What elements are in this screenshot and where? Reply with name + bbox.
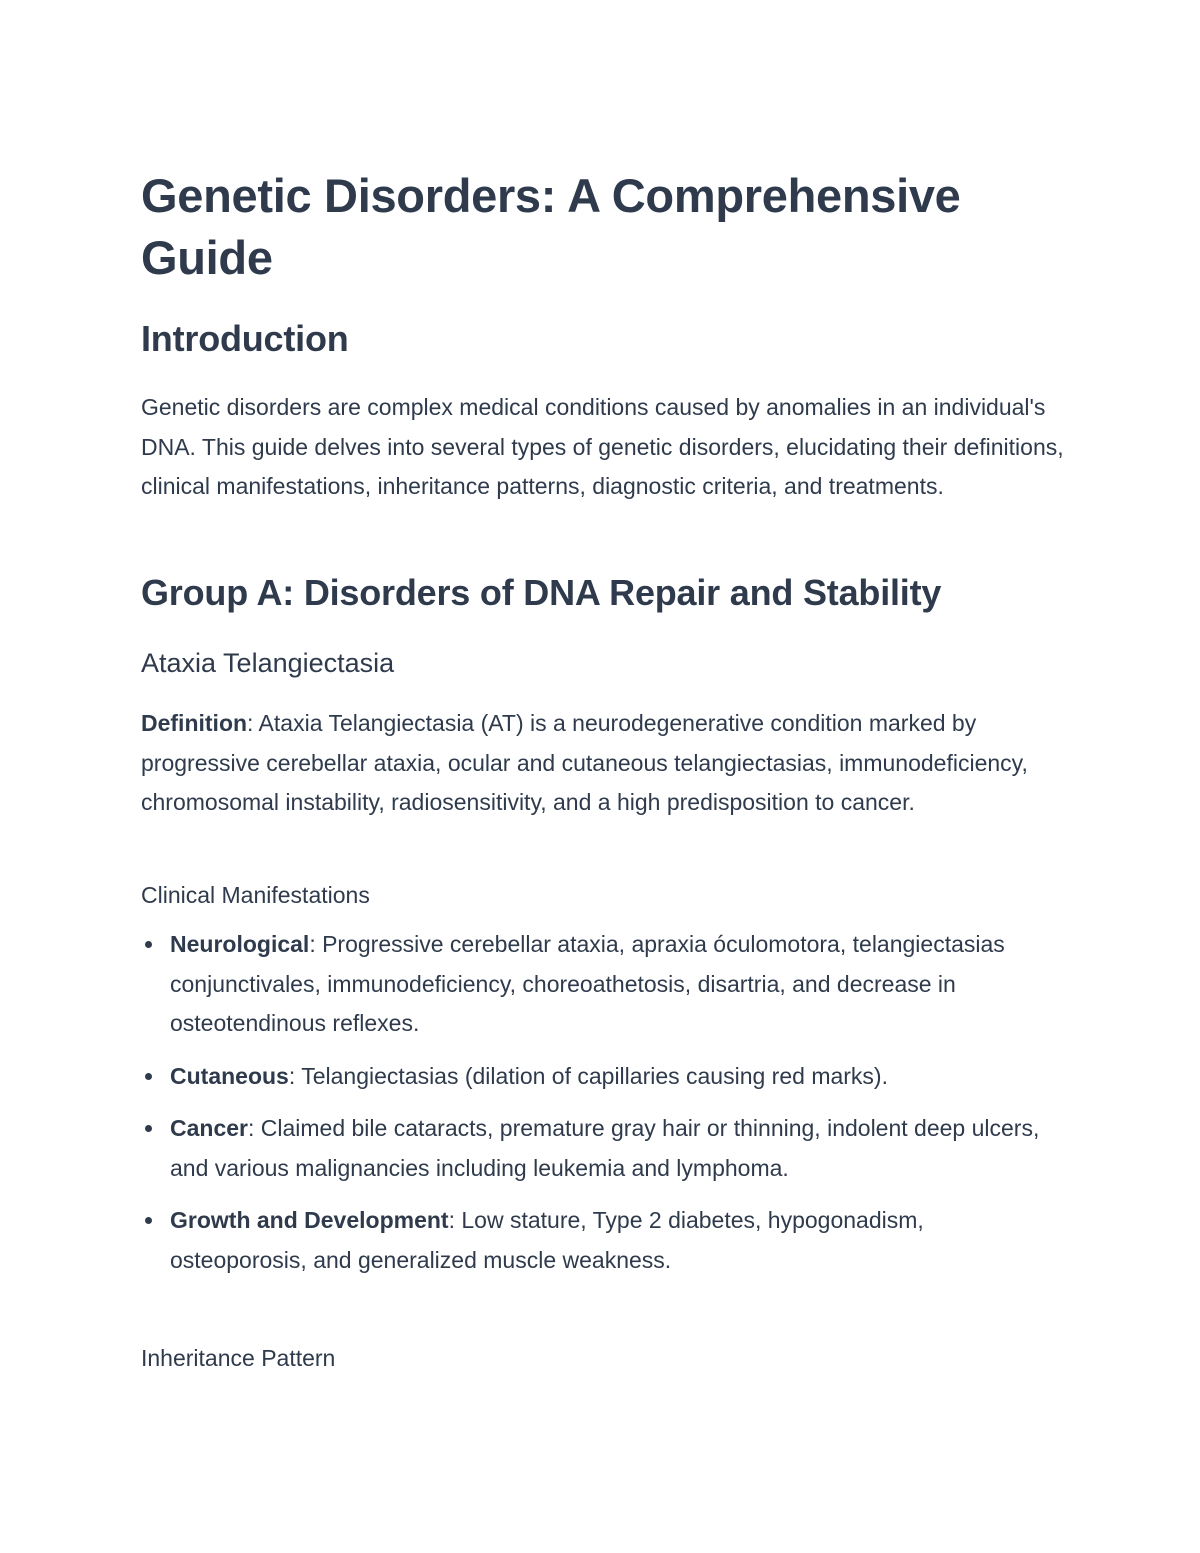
bullet-icon	[145, 941, 152, 948]
manifestation-text: : Telangiectasias (dilation of capillaries causing red marks).	[288, 1062, 888, 1089]
manifestation-text: : Progressive cerebellar ataxia, apraxia óculomotora, telangiectasias conjunctivales, immunodeficiency, choreoathetosis, disartria, and decrease in osteotendinous reflexes.	[170, 931, 1005, 1036]
clinical-manifestations-heading: Clinical Manifestations	[141, 882, 370, 908]
manifestation-label: Cutaneous	[170, 1062, 289, 1089]
document-title: Genetic Disorders: A Comprehensive Guide	[141, 169, 961, 284]
manifestation-label: Growth and Development	[170, 1207, 449, 1233]
definition-text: : Ataxia Telangiectasia (AT) is a neurodegenerative condition marked by progressive cerebellar ataxia, ocular and cutaneous telangiectasias, immunodeficiency, chromosomal instability, radiosensitivity, and a high predisposition to cancer.	[141, 710, 1028, 815]
inheritance-pattern-heading: Inheritance Pattern	[141, 1345, 336, 1371]
introduction-paragraph: Genetic disorders are complex medical conditions caused by anomalies in an individual's DNA. This guide delves into several types of genetic disorders, elucidating their definitions, clinical manifestations, inheritance patterns, diagnostic criteria, and treatments.	[141, 394, 1064, 499]
bullet-icon	[145, 1217, 152, 1224]
bullet-icon	[145, 1073, 152, 1080]
list-item	[141, 1109, 1066, 1188]
bullet-icon	[145, 1125, 152, 1132]
disorder-name-heading: Ataxia Telangiectasia	[141, 648, 395, 678]
manifestation-text: : Low stature, Type 2 diabetes, hypogonadism, osteoporosis, and generalized muscle weakness.	[170, 1207, 924, 1273]
manifestations-list	[141, 925, 1066, 1293]
manifestation-label: Neurological	[170, 931, 310, 957]
definition-label: Definition	[141, 710, 248, 736]
manifestation-text: : Claimed bile cataracts, premature gray hair or thinning, indolent deep ulcers, and various malignancies including leukemia and lymphoma.	[170, 1115, 1040, 1181]
list-item	[141, 1201, 1066, 1280]
manifestation-label: Cancer	[170, 1115, 248, 1141]
group-a-heading: Group A: Disorders of DNA Repair and Stability	[141, 572, 942, 613]
list-item	[141, 925, 1066, 1044]
introduction-heading: Introduction	[141, 318, 349, 359]
document-page	[141, 0, 1071, 1553]
list-item	[141, 1057, 1066, 1097]
definition-paragraph	[141, 704, 1066, 823]
